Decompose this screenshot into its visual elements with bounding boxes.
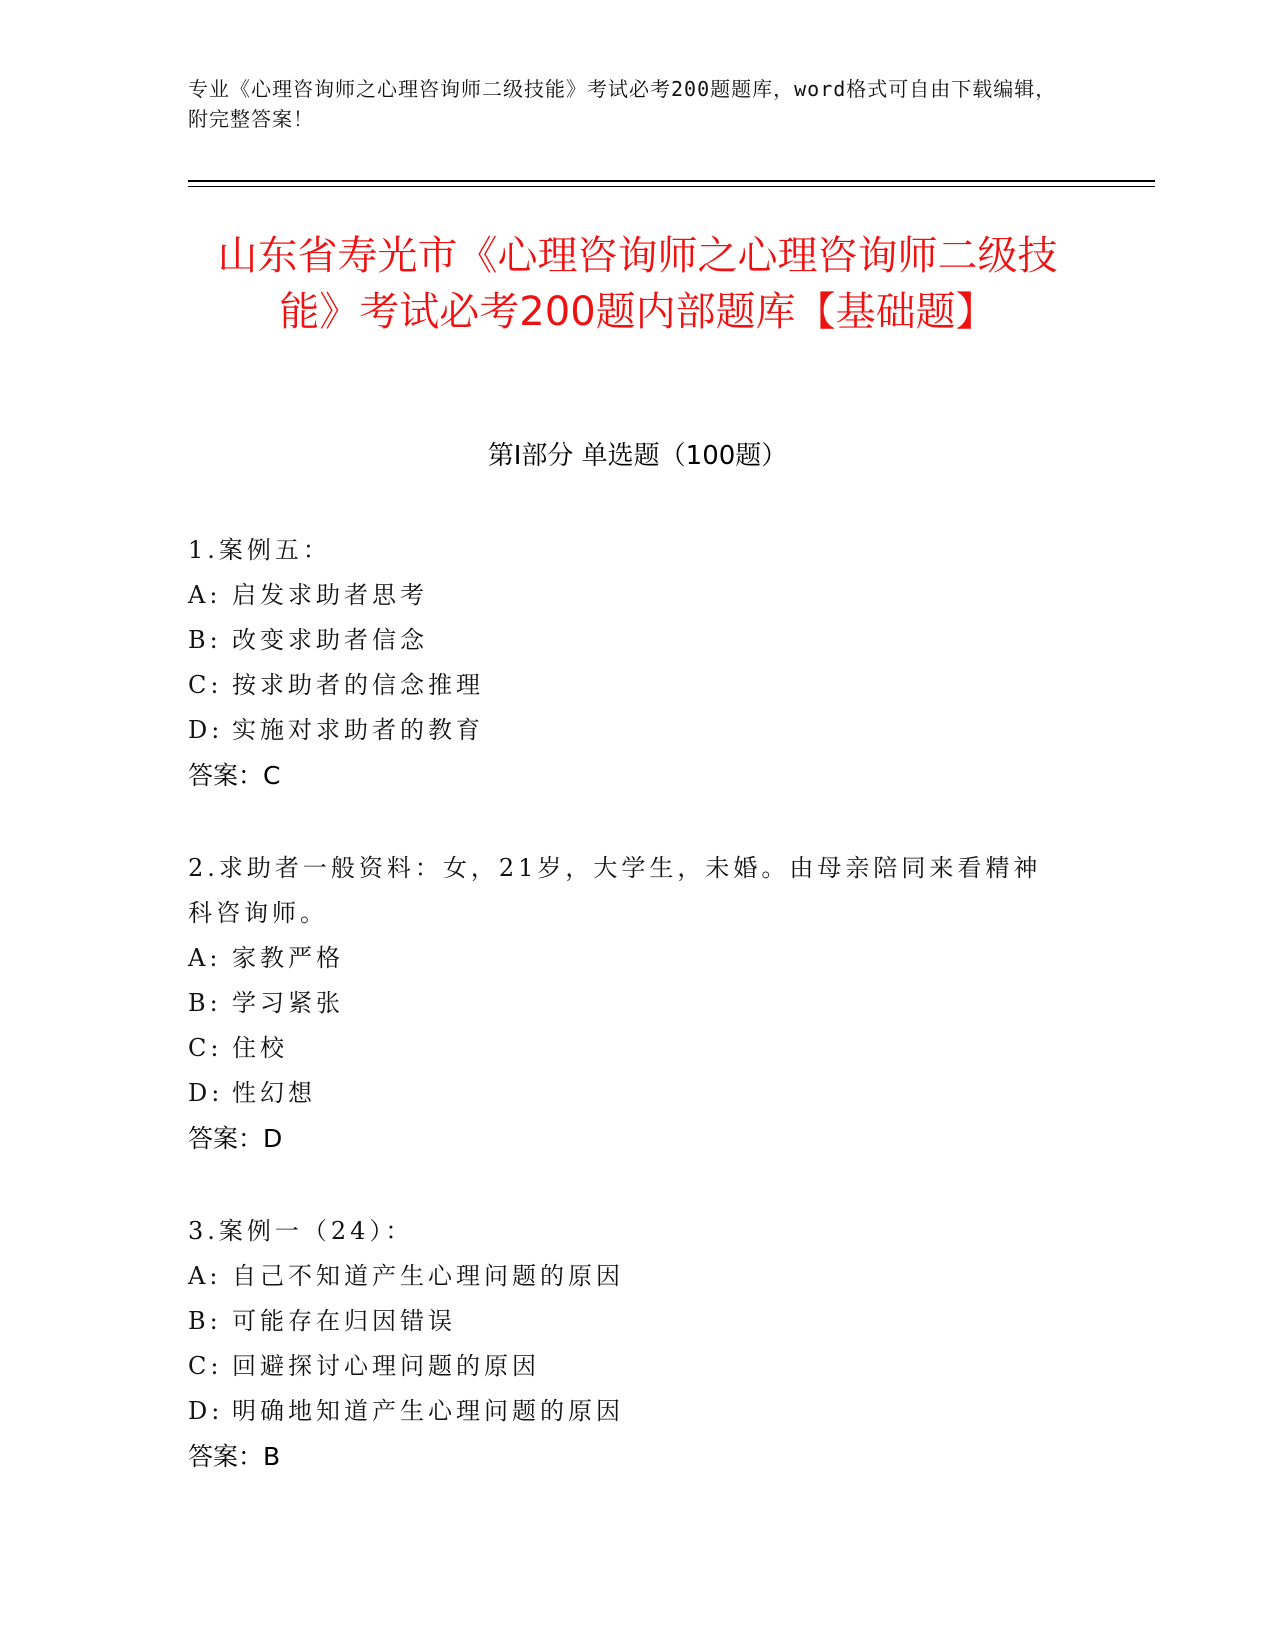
header-note: 专业《心理咨询师之心理咨询师二级技能》考试必考200题题库，word格式可自由下载编辑，附完整答案！ [188,77,1057,131]
option-letter: D: [188,1397,224,1425]
answer-line [188,1434,1068,1479]
section-title: 第I部分 单选题（100题） [487,441,788,471]
option-letter: A: [188,1262,222,1290]
option-text: 启发求助者思考 [232,581,428,609]
option-text: 学习紧张 [232,989,344,1017]
option-letter: C: [188,671,223,699]
option-a [188,936,1068,981]
question-item [188,846,1068,1161]
option-d [188,708,1068,753]
option-letter: D: [188,1079,224,1107]
answer-value: D [263,1124,283,1153]
option-c [188,663,1068,708]
option-b [188,618,1068,663]
option-text: 住校 [232,1034,288,1062]
option-text: 家教严格 [232,944,344,972]
option-d [188,1389,1068,1434]
question-item [188,1209,1068,1479]
option-a [188,1254,1068,1299]
option-letter: A: [188,944,222,972]
option-text: 可能存在归因错误 [232,1307,456,1335]
option-text: 按求助者的信念推理 [232,671,484,699]
header-rule-thick [188,180,1155,182]
option-text: 明确地知道产生心理问题的原因 [232,1397,624,1425]
header-rule-thin [188,186,1155,187]
option-text: 实施对求助者的教育 [232,716,484,744]
document-title: 山东省寿光市《心理咨询师之心理咨询师二级技能》考试必考200题内部题库【基础题】 [217,233,1058,335]
option-letter: B: [188,626,222,654]
answer-line [188,753,1068,798]
option-d [188,1071,1068,1116]
answer-value: B [263,1442,281,1471]
question-list [188,528,1068,1527]
option-letter: C: [188,1034,223,1062]
option-letter: D: [188,716,224,744]
option-text: 改变求助者信念 [232,626,428,654]
answer-label: 答案： [188,761,264,790]
question-stem: 2.求助者一般资料：女，21岁，大学生，未婚。由母亲陪同来看精神科咨询师。 [188,854,1042,927]
option-b [188,1299,1068,1344]
answer-label: 答案： [188,1442,264,1471]
answer-line [188,1116,1068,1161]
option-letter: A: [188,581,222,609]
question-stem: 3.案例一（24）： [188,1217,414,1245]
answer-value: C [263,761,281,790]
question-stem: 1.案例五： [188,536,331,564]
option-text: 自己不知道产生心理问题的原因 [232,1262,624,1290]
option-b [188,981,1068,1026]
option-letter: B: [188,989,222,1017]
option-text: 性幻想 [232,1079,316,1107]
option-c [188,1344,1068,1389]
option-letter: B: [188,1307,222,1335]
option-text: 回避探讨心理问题的原因 [232,1352,540,1380]
option-letter: C: [188,1352,223,1380]
option-a [188,573,1068,618]
question-item [188,528,1068,798]
answer-label: 答案： [188,1124,264,1153]
option-c [188,1026,1068,1071]
